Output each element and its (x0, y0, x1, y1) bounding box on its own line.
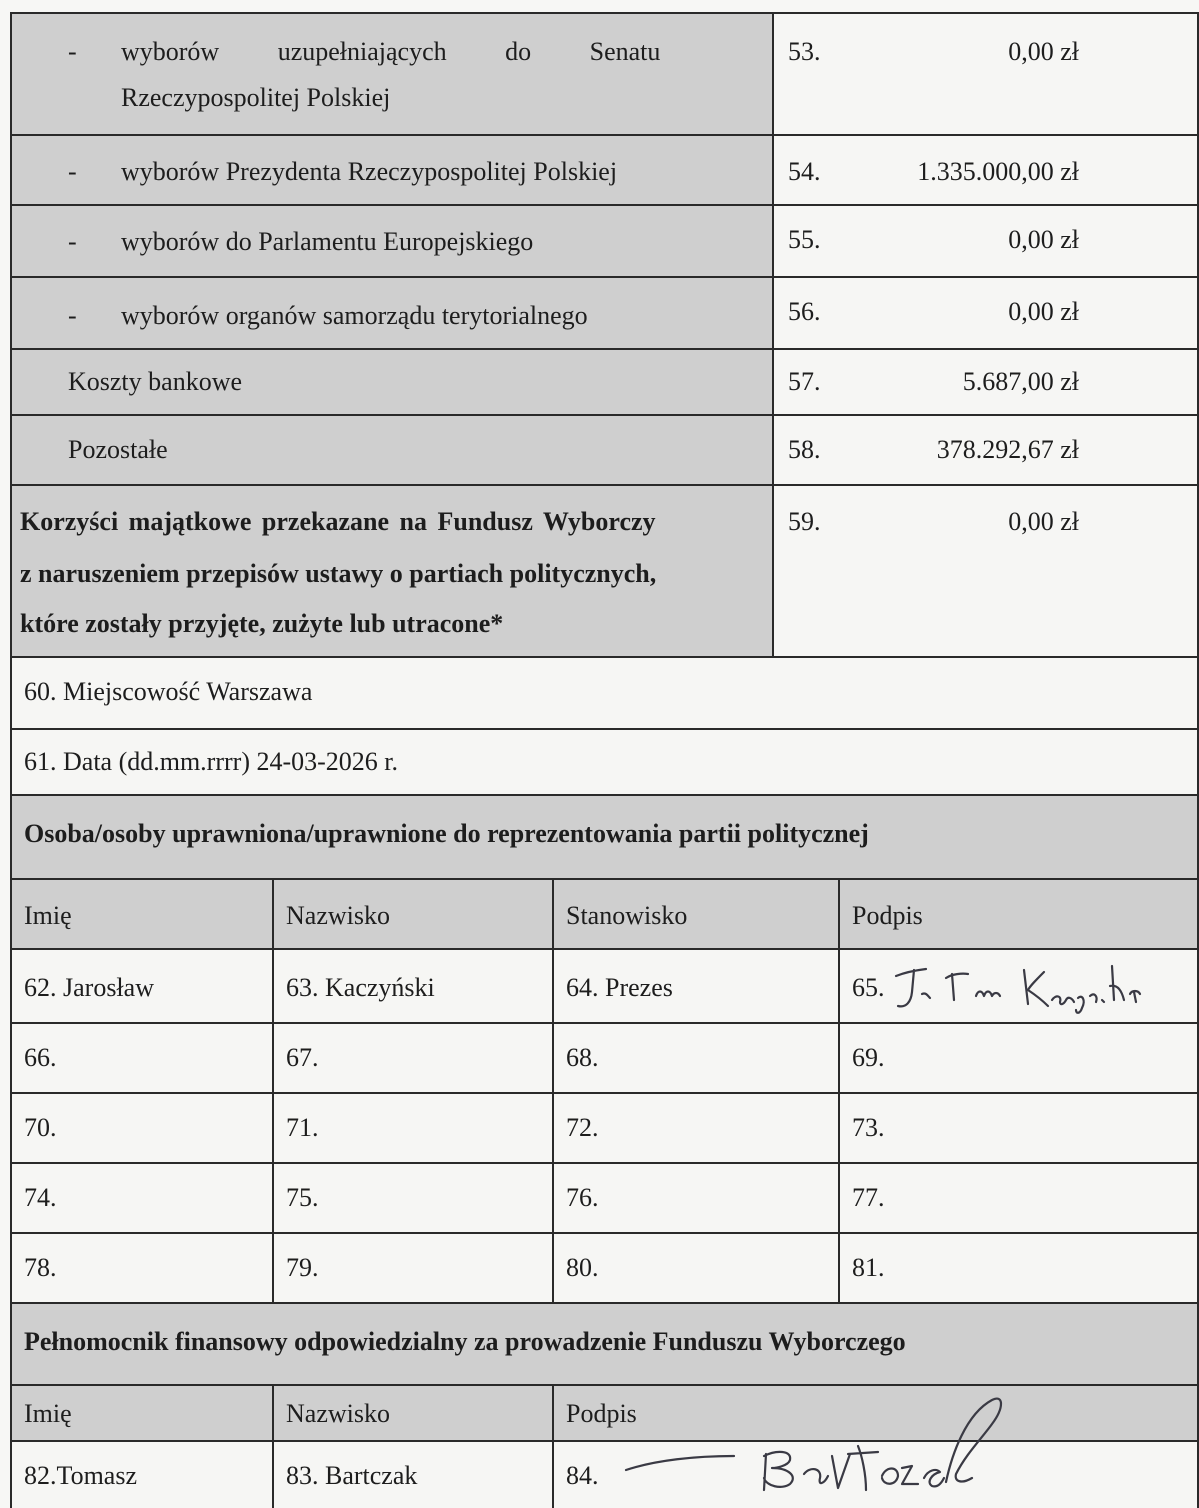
reps-row-5-stanowisko (554, 1234, 840, 1304)
reps-row-1-stanowisko (554, 950, 840, 1024)
korzysci-line3: które zostały przyjęte, zużyte lub utracone* (20, 609, 504, 638)
reps-row-2-stanowisko (554, 1024, 840, 1094)
korzysci-line1: Korzyści majątkowe przekazane na Fundusz Wyborczy (20, 507, 656, 536)
finance-row-nazwisko (274, 1442, 554, 1508)
row-59-number: 59. (788, 507, 821, 536)
reps-row-4-nazwisko (274, 1164, 554, 1234)
finance-header-nazwisko (274, 1386, 554, 1442)
signature-kaczynski (892, 956, 1172, 1016)
reps-row-3-podpis (840, 1094, 1199, 1164)
reps-header-nazwisko (274, 880, 554, 950)
row-57-amount-cell (774, 350, 1199, 416)
header-label: Imię (24, 901, 72, 930)
reps-heading-cell (10, 796, 1199, 880)
finance-row-imie (10, 1442, 274, 1508)
date-text: 61. Data (dd.mm.rrrr) 24-03-2026 r. (24, 747, 399, 776)
finance-row-podpis (554, 1442, 1199, 1508)
row-54-label: wyborów Prezydenta Rzeczypospolitej Polskiej (121, 157, 618, 186)
reps-row-4-stanowisko (554, 1164, 840, 1234)
cell-text: 65. (852, 973, 885, 1002)
cell-text: 80. (566, 1253, 599, 1282)
cell-text: 66. (24, 1043, 57, 1072)
cell-text: 75. (286, 1183, 319, 1212)
row-55-dash: - (68, 227, 77, 256)
cell-text: 82.Tomasz (24, 1461, 137, 1490)
row-53-amount: 0,00 zł (1008, 37, 1079, 66)
reps-row-1-nazwisko (274, 950, 554, 1024)
cell-text: 68. (566, 1043, 599, 1072)
header-label: Stanowisko (566, 901, 688, 930)
row-57-label: Koszty bankowe (68, 367, 243, 396)
cell-text: 62. Jarosław (24, 973, 154, 1002)
row-57-label-cell (10, 350, 774, 416)
row-57-number: 57. (788, 367, 821, 396)
row-59-amount-cell (774, 486, 1199, 658)
row-54-amount-cell (774, 136, 1199, 206)
reps-row-4-imie (10, 1164, 274, 1234)
row-56-dash: - (68, 301, 77, 330)
row-54-amount: 1.335.000,00 zł (917, 157, 1079, 186)
row-56-amount: 0,00 zł (1008, 297, 1079, 326)
finance-header-imie (10, 1386, 274, 1442)
cell-text: 63. Kaczyński (286, 973, 435, 1002)
row-54-dash: - (68, 157, 77, 186)
row-54-number: 54. (788, 157, 821, 186)
row-58-amount: 378.292,67 zł (936, 435, 1079, 464)
cell-text: 64. Prezes (566, 973, 673, 1002)
cell-text: 81. (852, 1253, 885, 1282)
reps-header-stanowisko (554, 880, 840, 950)
reps-row-3-stanowisko (554, 1094, 840, 1164)
cell-text: 79. (286, 1253, 319, 1282)
header-label: Nazwisko (286, 901, 390, 930)
place-cell (10, 658, 1199, 730)
reps-row-3-nazwisko (274, 1094, 554, 1164)
reps-row-1-podpis (840, 950, 1199, 1024)
reps-heading: Osoba/osoby uprawniona/uprawnione do reprezentowania partii politycznej (24, 819, 869, 848)
reps-row-4-podpis (840, 1164, 1199, 1234)
reps-row-2-imie (10, 1024, 274, 1094)
signature-bartczak (626, 1394, 1006, 1484)
row-59-amount: 0,00 zł (1008, 507, 1079, 536)
place-text: 60. Miejscowość Warszawa (24, 677, 313, 706)
reps-row-3-imie (10, 1094, 274, 1164)
cell-text: 78. (24, 1253, 57, 1282)
header-label: Podpis (852, 901, 923, 930)
row-58-amount-cell (774, 416, 1199, 486)
row-57-amount: 5.687,00 zł (962, 367, 1079, 396)
row-56-label: wyborów organów samorządu terytorialnego (121, 301, 588, 330)
row-58-label: Pozostałe (68, 435, 168, 464)
korzysci-line2: z naruszeniem przepisów ustawy o partiach politycznych, (20, 559, 657, 588)
row-53-label-line1: wyborów uzupełniających do Senatu (121, 37, 661, 66)
reps-row-2-podpis (840, 1024, 1199, 1094)
header-label: Podpis (566, 1399, 637, 1428)
cell-text: 71. (286, 1113, 319, 1142)
reps-header-imie (10, 880, 274, 950)
finance-heading-cell (10, 1304, 1199, 1386)
row-56-number: 56. (788, 297, 821, 326)
row-53-dash: - (68, 37, 77, 66)
cell-text: 84. (566, 1461, 599, 1490)
header-label: Imię (24, 1399, 72, 1428)
cell-text: 72. (566, 1113, 599, 1142)
row-54-label-cell (10, 136, 774, 206)
reps-row-2-nazwisko (274, 1024, 554, 1094)
cell-text: 73. (852, 1113, 885, 1142)
row-56-label-cell (10, 278, 774, 350)
row-56-amount-cell (774, 278, 1199, 350)
row-53-label-line2: Rzeczypospolitej Polskiej (121, 83, 391, 112)
cell-text: 83. Bartczak (286, 1461, 418, 1490)
reps-row-1-imie (10, 950, 274, 1024)
row-53-number: 53. (788, 37, 821, 66)
cell-text: 67. (286, 1043, 319, 1072)
cell-text: 76. (566, 1183, 599, 1212)
row-59-label-cell (10, 486, 774, 658)
row-53-amount-cell (774, 12, 1199, 136)
row-58-label-cell (10, 416, 774, 486)
date-cell (10, 730, 1199, 796)
row-55-label-cell (10, 206, 774, 278)
reps-row-5-imie (10, 1234, 274, 1304)
row-55-amount-cell (774, 206, 1199, 278)
row-55-number: 55. (788, 225, 821, 254)
cell-text: 77. (852, 1183, 885, 1212)
cell-text: 74. (24, 1183, 57, 1212)
reps-header-podpis (840, 880, 1199, 950)
reps-row-5-nazwisko (274, 1234, 554, 1304)
reps-row-5-podpis (840, 1234, 1199, 1304)
row-58-number: 58. (788, 435, 821, 464)
row-55-label: wyborów do Parlamentu Europejskiego (121, 227, 534, 256)
cell-text: 69. (852, 1043, 885, 1072)
finance-heading: Pełnomocnik finansowy odpowiedzialny za prowadzenie Funduszu Wyborczego (24, 1327, 906, 1356)
header-label: Nazwisko (286, 1399, 390, 1428)
cell-text: 70. (24, 1113, 57, 1142)
row-53-label-cell (10, 12, 774, 136)
row-55-amount: 0,00 zł (1008, 225, 1079, 254)
